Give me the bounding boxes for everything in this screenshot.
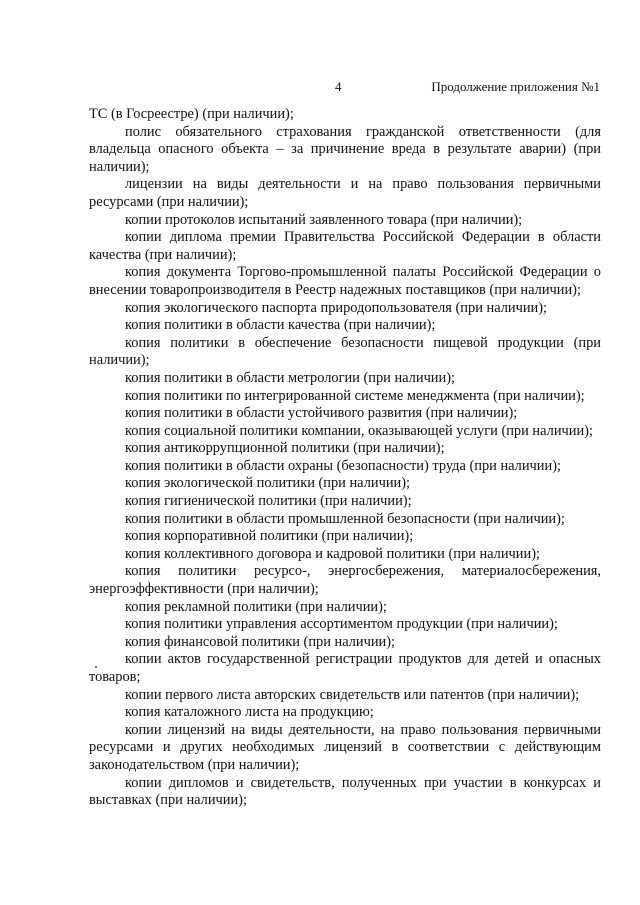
continuation-label: Продолжение приложения №1: [431, 79, 600, 94]
paragraph: копия экологического паспорта природопользователя (при наличии);: [125, 299, 548, 316]
paragraph: копия каталожного листа на продукцию;: [125, 704, 374, 721]
page-number: 4: [335, 79, 342, 94]
paragraph: копии лицензий на виды деятельности, на право пользования первичными ресурсами и других необходимых лицензий в соответствии с действующим законодательством (при наличии);: [89, 721, 601, 773]
paragraph: копия политики управления ассортиментом продукции (при наличии);: [125, 616, 558, 633]
paragraph: копии первого листа авторских свидетельств или патентов (при наличии);: [125, 686, 580, 703]
paragraph: копии дипломов и свидетельств, полученных при участии в конкурсах и выставках (при наличии);: [89, 774, 601, 809]
document-body: [89, 106, 601, 810]
paragraph: копия политики в области промышленной безопасности (при наличии);: [125, 510, 565, 527]
paragraph: ТС (в Госреестре) (при наличии);: [89, 106, 294, 122]
paragraph: лицензии на виды деятельности и на право пользования первичными ресурсами (при наличии);: [89, 176, 601, 210]
paragraph: копия социальной политики компании, оказывающей услуги (при наличии);: [125, 422, 593, 439]
paragraph: копия финансовой политики (при наличии);: [125, 633, 396, 650]
paragraph: копия политики в области качества (при наличии);: [125, 317, 436, 334]
paragraph: полис обязательного страхования гражданской ответственности (для владельца опасного объекта – за причинение вреда в результате аварии) (при наличии);: [89, 123, 601, 175]
paragraph: копии протоколов испытаний заявленного товара (при наличии);: [125, 211, 523, 228]
paragraph: копия документа Торгово-промышленной палаты Российской Федерации о внесении товаропроизводителя в Реестр надежных поставщиков (при наличии);: [89, 264, 601, 298]
paragraph: копия политики в области метрологии (при наличии);: [125, 369, 455, 386]
paragraph: копия политики в обеспечение безопасности пищевой продукции (при наличии);: [89, 334, 601, 369]
paragraph: копия антикоррупционной политики (при наличии);: [125, 440, 445, 457]
scan-speck: [95, 666, 97, 668]
paragraph: копия экологической политики (при наличии);: [125, 475, 411, 492]
paragraph: копия политики в области охраны (безопасности) труда (при наличии);: [125, 457, 561, 474]
paragraph: копия политики в области устойчивого развития (при наличии);: [125, 405, 518, 422]
paragraph: копия политики по интегрированной системе менеджмента (при наличии);: [125, 387, 585, 404]
paragraph: копия коллективного договора и кадровой политики (при наличии);: [125, 545, 540, 562]
paragraph: копия политики ресурсо-, энергосбережения, материалосбережения, энергоэффективности (при наличии);: [89, 563, 601, 598]
paragraph: копии диплома премии Правительства Российской Федерации в области качества (при наличии);: [89, 229, 601, 263]
paragraph: копия гигиенической политики (при наличии);: [125, 493, 412, 510]
paragraph: копия рекламной политики (при наличии);: [125, 598, 387, 615]
paragraph: копия корпоративной политики (при наличии);: [125, 528, 414, 545]
paragraph: копии актов государственной регистрации продуктов для детей и опасных товаров;: [89, 651, 601, 685]
